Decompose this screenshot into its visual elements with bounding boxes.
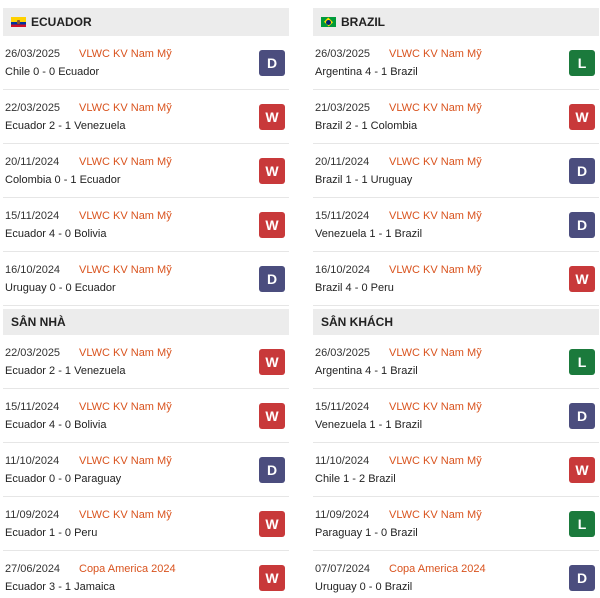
match-date: 27/06/2024	[5, 563, 61, 575]
match-date: 20/11/2024	[315, 156, 370, 168]
match-date: 11/09/2024	[315, 509, 370, 521]
match-score: Ecuador 0 - 0 Paraguay	[5, 473, 122, 485]
competition-link[interactable]: VLWC KV Nam Mỹ	[389, 401, 482, 413]
match-date: 22/03/2025	[5, 347, 61, 359]
match-score: Argentina 4 - 1 Brazil	[315, 66, 418, 78]
match-date: 07/07/2024	[315, 563, 371, 575]
competition-link[interactable]: VLWC KV Nam Mỹ	[389, 156, 482, 168]
match-date: 15/11/2024	[315, 401, 370, 413]
result-badge: W	[259, 158, 285, 184]
recent-matches-list	[3, 36, 289, 306]
competition-link[interactable]: VLWC KV Nam Mỹ	[79, 455, 172, 467]
result-badge: D	[259, 50, 285, 76]
competition-link[interactable]: VLWC KV Nam Mỹ	[389, 347, 482, 359]
match-score: Argentina 4 - 1 Brazil	[315, 365, 418, 377]
match-score: Brazil 1 - 1 Uruguay	[315, 174, 413, 186]
competition-link[interactable]: VLWC KV Nam Mỹ	[389, 509, 482, 521]
match-date: 16/10/2024	[315, 264, 371, 276]
brazil-flag-icon	[321, 17, 336, 27]
match-row[interactable]	[313, 144, 599, 198]
ecuador-column	[3, 8, 289, 598]
match-row[interactable]	[3, 90, 289, 144]
result-badge: W	[259, 104, 285, 130]
section-title: SÂN NHÀ	[11, 315, 66, 329]
competition-link[interactable]: Copa America 2024	[79, 563, 176, 575]
match-score: Ecuador 4 - 0 Bolivia	[5, 228, 107, 240]
result-badge: W	[569, 104, 595, 130]
result-badge: W	[259, 403, 285, 429]
match-date: 15/11/2024	[315, 210, 370, 222]
competition-link[interactable]: VLWC KV Nam Mỹ	[79, 264, 172, 276]
match-score: Ecuador 1 - 0 Peru	[5, 527, 98, 539]
match-row[interactable]	[3, 36, 289, 90]
competition-link[interactable]: VLWC KV Nam Mỹ	[389, 455, 482, 467]
match-row[interactable]	[313, 36, 599, 90]
competition-link[interactable]: VLWC KV Nam Mỹ	[389, 48, 482, 60]
home-matches-list	[3, 335, 289, 598]
competition-link[interactable]: VLWC KV Nam Mỹ	[79, 102, 172, 114]
result-badge: D	[569, 565, 595, 591]
match-row[interactable]	[313, 252, 599, 306]
match-score: Brazil 2 - 1 Colombia	[315, 120, 418, 132]
match-score: Ecuador 2 - 1 Venezuela	[5, 120, 126, 132]
match-row[interactable]	[3, 144, 289, 198]
match-row[interactable]	[3, 551, 289, 598]
match-row[interactable]	[313, 198, 599, 252]
match-score: Chile 1 - 2 Brazil	[315, 473, 396, 485]
match-date: 22/03/2025	[5, 102, 61, 114]
match-date: 11/10/2024	[5, 455, 60, 467]
match-row[interactable]	[3, 335, 289, 389]
match-date: 21/03/2025	[315, 102, 371, 114]
match-score: Venezuela 1 - 1 Brazil	[315, 419, 423, 431]
match-row[interactable]	[313, 335, 599, 389]
result-badge: D	[259, 266, 285, 292]
match-row[interactable]	[313, 90, 599, 144]
match-score: Ecuador 2 - 1 Venezuela	[5, 365, 126, 377]
match-date: 11/09/2024	[5, 509, 60, 521]
section-header-home	[3, 309, 289, 335]
match-date: 26/03/2025	[315, 347, 371, 359]
result-badge: L	[569, 50, 595, 76]
competition-link[interactable]: VLWC KV Nam Mỹ	[79, 156, 172, 168]
match-date: 15/11/2024	[5, 210, 60, 222]
brazil-column	[313, 8, 599, 598]
match-score: Ecuador 4 - 0 Bolivia	[5, 419, 107, 431]
match-row[interactable]	[313, 389, 599, 443]
competition-link[interactable]: VLWC KV Nam Mỹ	[389, 210, 482, 222]
match-date: 16/10/2024	[5, 264, 61, 276]
result-badge: D	[569, 403, 595, 429]
team-name: ECUADOR	[31, 15, 92, 29]
match-score: Colombia 0 - 1 Ecuador	[5, 174, 121, 186]
result-badge: W	[569, 266, 595, 292]
match-row[interactable]	[313, 497, 599, 551]
away-matches-list	[313, 335, 599, 598]
result-badge: W	[259, 565, 285, 591]
match-row[interactable]	[3, 497, 289, 551]
section-title: SÂN KHÁCH	[321, 315, 393, 329]
result-badge: W	[259, 349, 285, 375]
match-row[interactable]	[3, 389, 289, 443]
result-badge: D	[569, 212, 595, 238]
team-name: BRAZIL	[341, 15, 385, 29]
result-badge: W	[259, 511, 285, 537]
match-date: 15/11/2024	[5, 401, 60, 413]
match-score: Brazil 4 - 0 Peru	[315, 282, 394, 294]
competition-link[interactable]: VLWC KV Nam Mỹ	[389, 264, 482, 276]
match-date: 11/10/2024	[315, 455, 370, 467]
result-badge: L	[569, 511, 595, 537]
match-score: Uruguay 0 - 0 Ecuador	[5, 282, 116, 294]
result-badge: W	[259, 212, 285, 238]
competition-link[interactable]: VLWC KV Nam Mỹ	[389, 102, 482, 114]
match-score: Ecuador 3 - 1 Jamaica	[5, 581, 116, 593]
competition-link[interactable]: VLWC KV Nam Mỹ	[79, 347, 172, 359]
competition-link[interactable]: VLWC KV Nam Mỹ	[79, 210, 172, 222]
match-row[interactable]	[313, 443, 599, 497]
competition-link[interactable]: VLWC KV Nam Mỹ	[79, 509, 172, 521]
result-badge: L	[569, 349, 595, 375]
result-badge: D	[569, 158, 595, 184]
team-header-brazil	[313, 8, 599, 36]
match-score: Venezuela 1 - 1 Brazil	[315, 228, 423, 240]
recent-matches-list	[313, 36, 599, 306]
match-score: Uruguay 0 - 0 Brazil	[315, 581, 413, 593]
match-row[interactable]	[313, 551, 599, 598]
team-header-ecuador	[3, 8, 289, 36]
match-date: 26/03/2025	[5, 48, 61, 60]
match-row[interactable]	[3, 252, 289, 306]
ecuador-flag-icon	[11, 17, 26, 27]
match-date: 20/11/2024	[5, 156, 60, 168]
match-date: 26/03/2025	[315, 48, 371, 60]
match-score: Paraguay 1 - 0 Brazil	[315, 527, 418, 539]
result-badge: D	[259, 457, 285, 483]
match-row[interactable]	[3, 443, 289, 497]
result-badge: W	[569, 457, 595, 483]
competition-link[interactable]: VLWC KV Nam Mỹ	[79, 48, 172, 60]
competition-link[interactable]: Copa America 2024	[389, 563, 486, 575]
match-row[interactable]	[3, 198, 289, 252]
competition-link[interactable]: VLWC KV Nam Mỹ	[79, 401, 172, 413]
section-header-away	[313, 309, 599, 335]
match-score: Chile 0 - 0 Ecuador	[5, 66, 100, 78]
